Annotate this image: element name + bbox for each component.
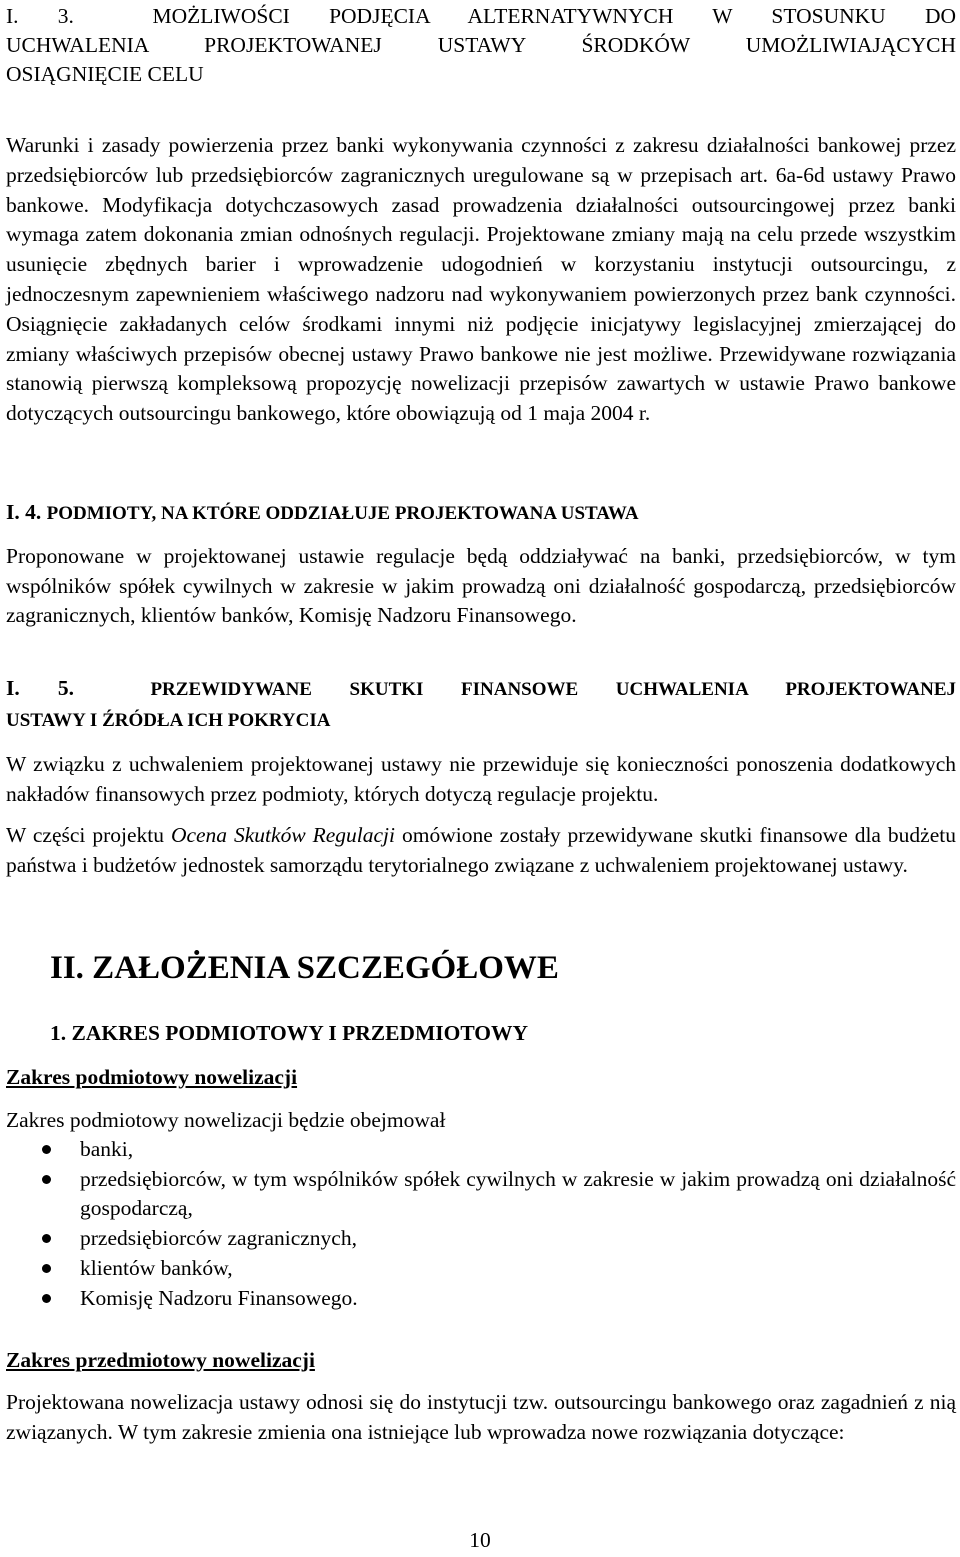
list-item-text: klientów banków,	[80, 1256, 233, 1280]
bullet-icon	[42, 1175, 51, 1184]
podmiotowy-list	[6, 1135, 956, 1313]
section-5-paragraph-2	[6, 820, 956, 880]
section-3-number: I. 3.	[6, 4, 74, 28]
przedmiotowy-paragraph: Projektowana nowelizacja ustawy odnosi się do instytucji tzw. outsourcingu bankowego oraz zagadnień z nią związanych. W tym zakresie zmienia ona istniejące lub wprowadza nowe rozwiązania dotyczące:	[6, 1390, 956, 1444]
section-4-heading	[6, 498, 956, 528]
list-item-text: Komisję Nadzoru Finansowego.	[80, 1286, 358, 1310]
list-item	[6, 1224, 956, 1253]
bullet-icon	[42, 1264, 51, 1273]
list-item	[6, 1135, 956, 1164]
section-4-paragraph: Proponowane w projektowanej ustawie regulacje będą oddziaływać na banki, przedsiębiorców, w tym wspólników spółek cywilnych w zakresie w jakim prowadzą oni działalność gospodarczą, przedsiębiorców zagranicznych, klientów banków, Komisję Nadzoru Finansowego.	[6, 544, 956, 627]
section-3-paragraph: Warunki i zasady powierzenia przez banki wykonywania czynności z zakresu działalności bankowej przez przedsiębiorców lub przedsiębiorców zagranicznych uregulowane są w przepisach art. 6a-6d ustawy Prawo bankowe. Modyfikacja dotychczasowych zasad prowadzenia działalności outsourcingowej przez banki wymaga zatem dokonania zmian odnośnych regulacji. Projektowane zmiany mają na celu przede wszystkim usunięcie zbędnych barier i wprowadzenie udogodnień w korzystaniu instytucji outsourcingu, z jednoczesnym zapewnieniem właściwego nadzoru nad wykonywaniem powierzonych przez bank czynności. Osiągnięcie zakładanych celów środkami innymi niż podjęcie inicjatywy legislacyjnej zmierzającej do zmiany właściwych przepisów obecnej ustawy Prawo bankowe nie jest możliwe. Przewidywane rozwiązania stanowią pierwszą kompleksową propozycję nowelizacji przepisów zawartych w ustawie Prawo bankowe dotyczących outsourcingu bankowego, które obowiązują od 1 maja 2004 r.	[6, 133, 956, 426]
list-item	[6, 1254, 956, 1283]
section-5-paragraph-2-italic: Ocena Skutków Regulacji	[170, 823, 396, 847]
section-4-title: PODMIOTY, NA KTÓRE ODDZIAŁUJE PROJEKTOWANA USTAWA	[46, 503, 639, 524]
bullet-icon	[42, 1145, 51, 1154]
podmiotowy-intro: Zakres podmiotowy nowelizacji będzie obejmował	[6, 1108, 446, 1132]
list-item	[6, 1284, 956, 1313]
section-3-title-line2: UCHWALENIA PROJEKTOWANEJ USTAWY ŚRODKÓW UMOŻLIWIAJĄCYCH	[6, 33, 956, 57]
section-5-paragraph-2-end: omówione zostały przewidywane skutki finansowe dla budżetu państwa i budżetów jednostek samorządu terytorialnego związane z uchwaleniem projektowanej ustawy.	[6, 823, 956, 877]
section-3-title-line3: OSIĄGNIĘCIE CELU	[6, 62, 204, 86]
podmiotowy-heading: Zakres podmiotowy nowelizacji	[6, 1065, 298, 1089]
part-2-title: II. ZAŁOŻENIA SZCZEGÓŁOWE	[50, 950, 559, 986]
section-5-title-line1: PRZEWIDYWANE SKUTKI FINANSOWE UCHWALENIA PROJEKTOWANEJ	[150, 679, 956, 700]
bullet-icon	[42, 1294, 51, 1303]
page-number: 10	[469, 1528, 491, 1552]
section-5-heading-line1	[6, 674, 956, 704]
section-5-paragraph-2-start: W części projektu	[6, 823, 171, 847]
section-3-heading-line1	[6, 2, 956, 31]
list-item	[6, 1165, 956, 1223]
przedmiotowy-heading: Zakres przedmiotowy nowelizacji	[6, 1348, 315, 1372]
list-item-text: przedsiębiorców zagranicznych,	[80, 1226, 357, 1250]
list-item-text: przedsiębiorców, w tym wspólników spółek cywilnych w zakresie w jakim prowadzą oni działalność gospodarczą,	[80, 1167, 956, 1220]
section-5-paragraph-1: W związku z uchwaleniem projektowanej ustawy nie przewiduje się konieczności ponoszenia dodatkowych nakładów finansowych przez podmioty, których dotyczą regulacje projektu.	[6, 752, 956, 806]
section-5-title-line2: USTAWY I ŹRÓDŁA ICH POKRYCIA	[6, 710, 331, 731]
list-item-text: banki,	[80, 1137, 134, 1161]
part-2-subtitle: 1. ZAKRES PODMIOTOWY I PRZEDMIOTOWY	[50, 1021, 529, 1045]
section-4-number: I. 4.	[6, 500, 42, 524]
section-5-number: I. 5.	[6, 676, 75, 700]
section-3-title-line1: MOŻLIWOŚCI PODJĘCIA ALTERNATYWNYCH W STOSUNKU DO	[152, 4, 956, 28]
bullet-icon	[42, 1234, 51, 1243]
